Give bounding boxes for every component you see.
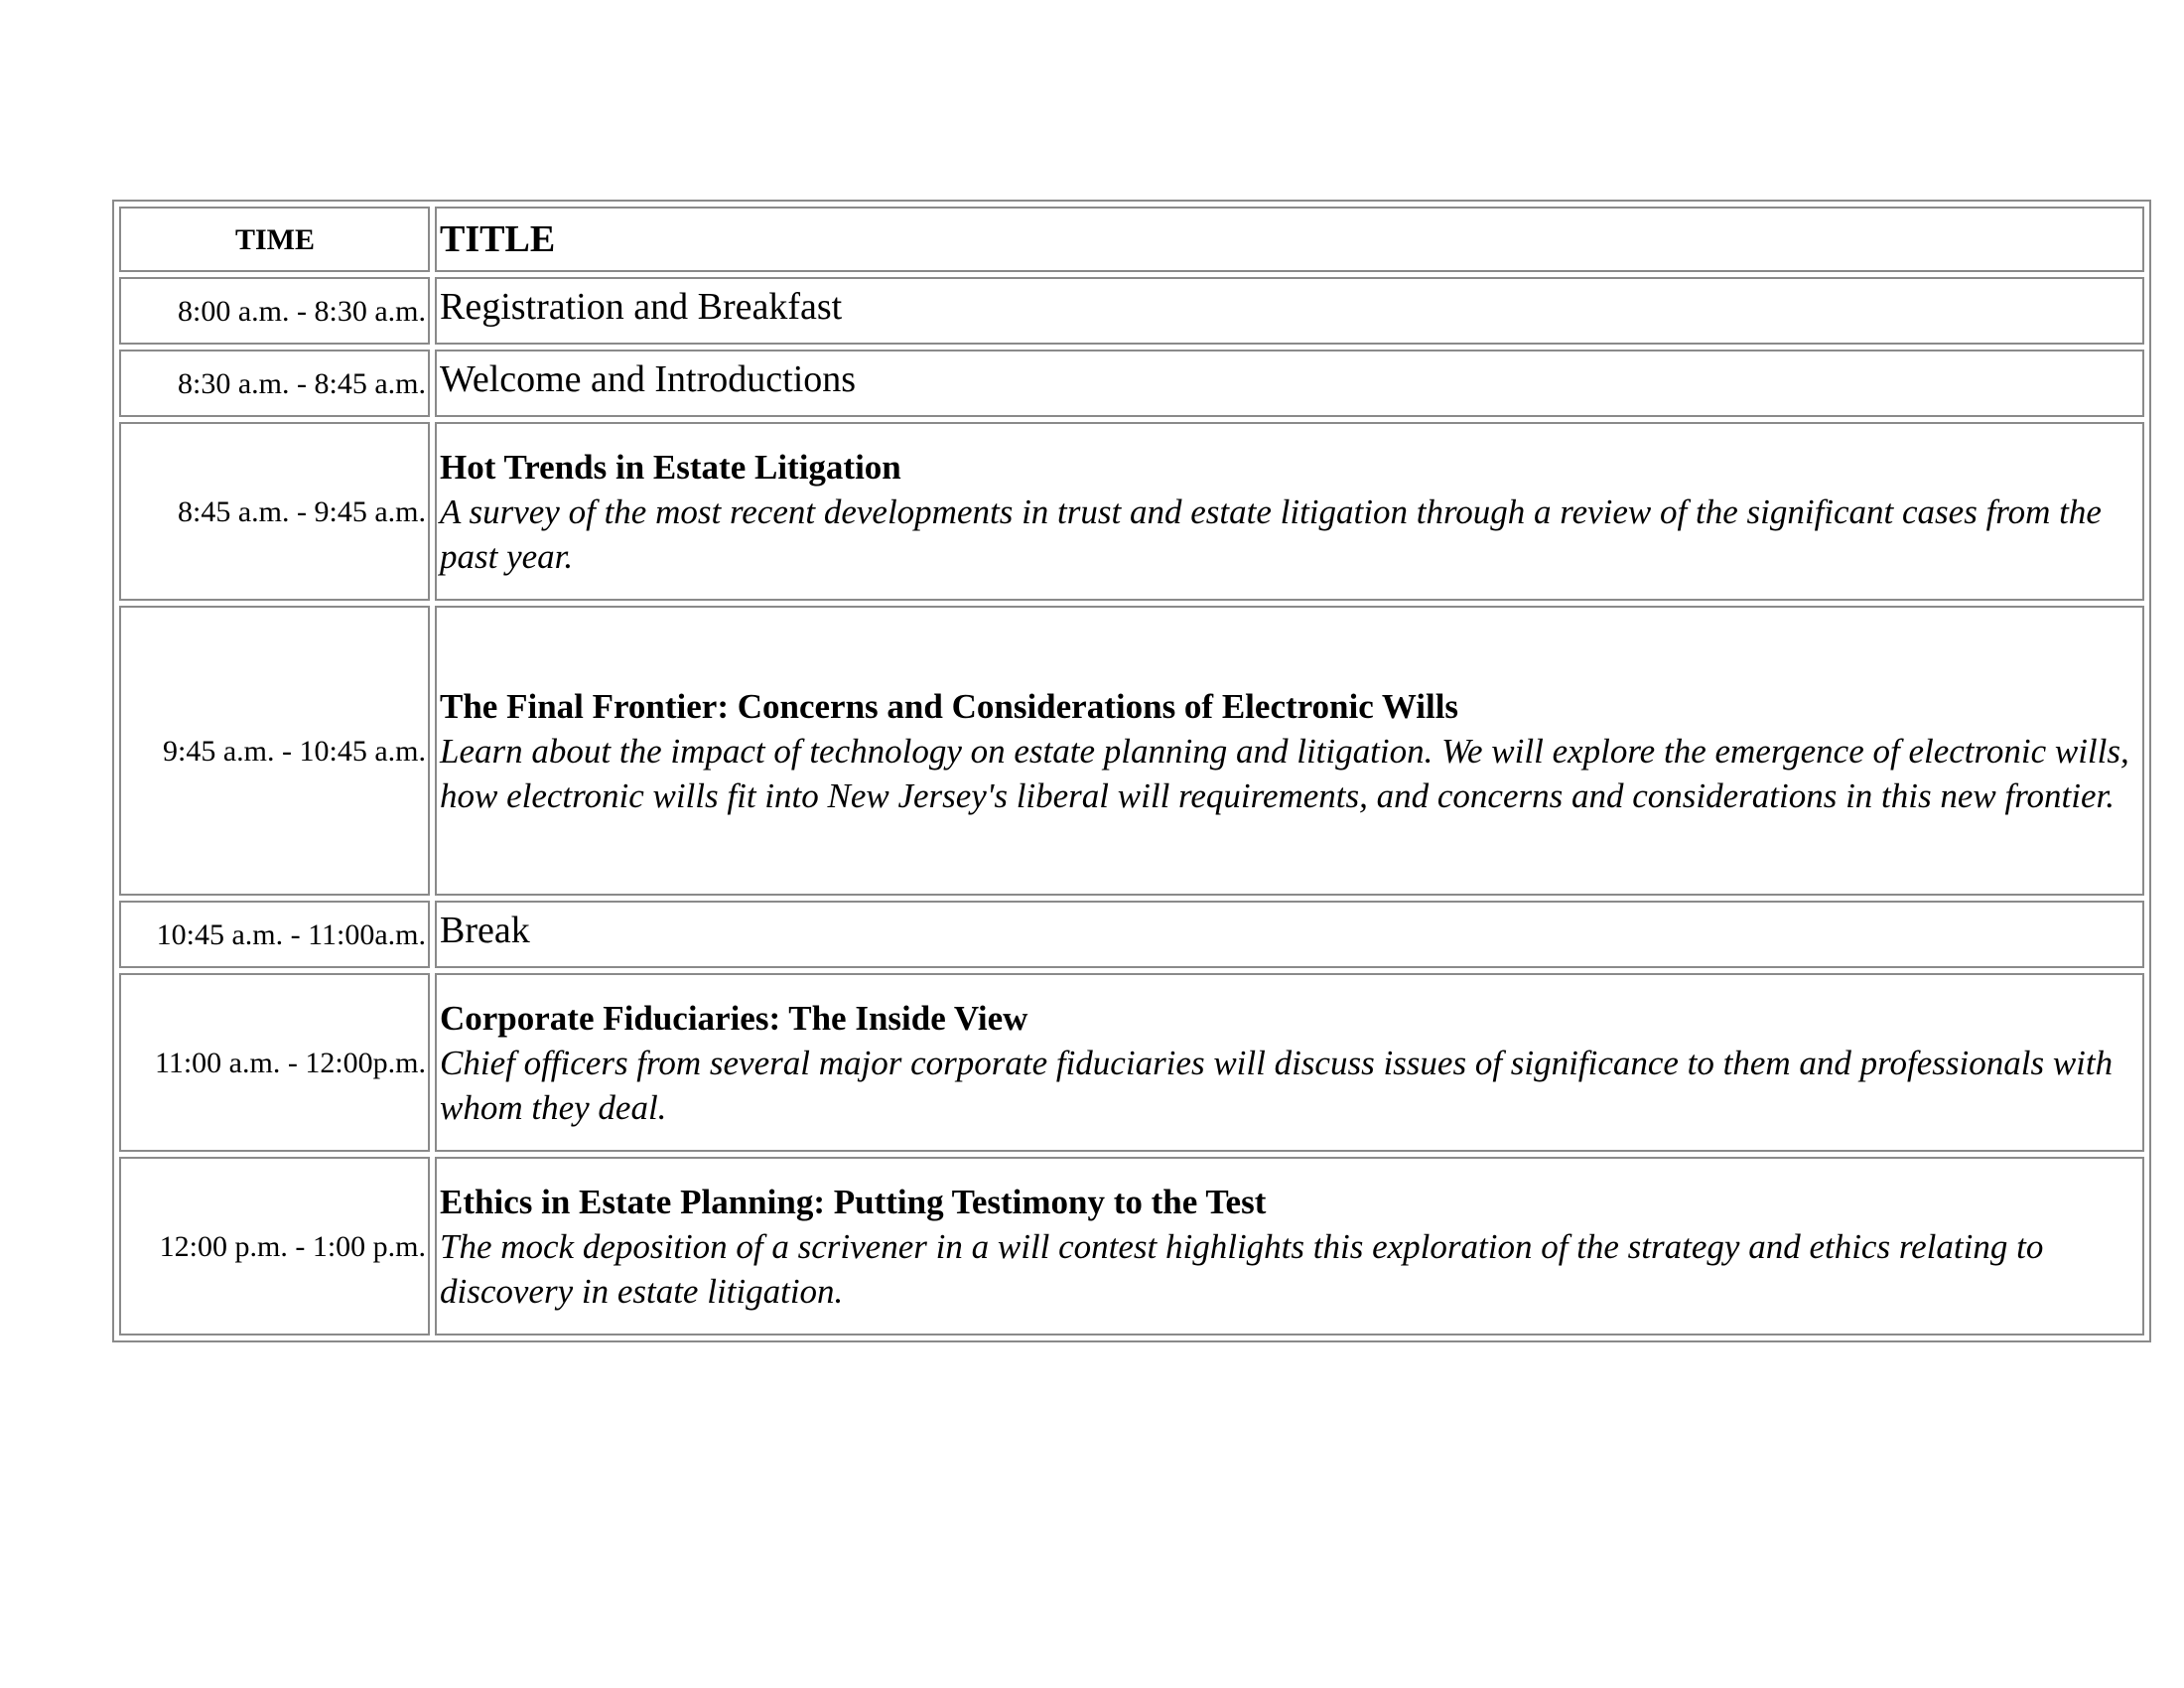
session-time: 9:45 a.m. - 10:45 a.m. bbox=[119, 606, 430, 896]
session-time: 10:45 a.m. - 11:00a.m. bbox=[119, 901, 430, 968]
table-row bbox=[119, 973, 2144, 1152]
session-description: A survey of the most recent developments in trust and estate litigation through a review of the significant cases from the past year. bbox=[440, 492, 2102, 576]
session-cell bbox=[435, 277, 2144, 345]
table-row bbox=[119, 606, 2144, 896]
session-cell bbox=[435, 1157, 2144, 1336]
session-time: 8:45 a.m. - 9:45 a.m. bbox=[119, 422, 430, 601]
session-cell bbox=[435, 973, 2144, 1152]
session-title: Ethics in Estate Planning: Putting Testimony to the Test bbox=[440, 1182, 1267, 1221]
session-title: Welcome and Introductions bbox=[440, 358, 857, 400]
session-title: The Final Frontier: Concerns and Considerations of Electronic Wills bbox=[440, 686, 1459, 726]
session-description: The mock deposition of a scrivener in a will contest highlights this exploration of the strategy and ethics relating to discovery in estate litigation. bbox=[440, 1226, 2044, 1311]
table-row bbox=[119, 277, 2144, 345]
table-row bbox=[119, 901, 2144, 968]
session-time: 12:00 p.m. - 1:00 p.m. bbox=[119, 1157, 430, 1336]
session-cell bbox=[435, 422, 2144, 601]
table-row bbox=[119, 422, 2144, 601]
session-time: 8:30 a.m. - 8:45 a.m. bbox=[119, 350, 430, 417]
table-row bbox=[119, 350, 2144, 417]
table-header-row bbox=[119, 207, 2144, 272]
session-title: Corporate Fiduciaries: The Inside View bbox=[440, 998, 1028, 1038]
session-title: Break bbox=[440, 910, 530, 951]
session-cell bbox=[435, 350, 2144, 417]
session-description: Learn about the impact of technology on estate planning and litigation. We will explore the emergence of electronic wills, how electronic wills fit into New Jersey's liberal will requirements, and concerns and considerations in this new frontier. bbox=[440, 731, 2129, 815]
session-time: 8:00 a.m. - 8:30 a.m. bbox=[119, 277, 430, 345]
session-title: Registration and Breakfast bbox=[440, 286, 843, 328]
session-cell bbox=[435, 606, 2144, 896]
session-cell bbox=[435, 901, 2144, 968]
session-description: Chief officers from several major corporate fiduciaries will discuss issues of significance to them and professionals with whom they deal. bbox=[440, 1043, 2114, 1127]
agenda-table bbox=[112, 200, 2151, 1342]
table-row bbox=[119, 1157, 2144, 1336]
session-title: Hot Trends in Estate Litigation bbox=[440, 447, 901, 487]
session-time: 11:00 a.m. - 12:00p.m. bbox=[119, 973, 430, 1152]
title-column-header: TITLE bbox=[435, 207, 2144, 272]
time-column-header: TIME bbox=[119, 207, 430, 272]
